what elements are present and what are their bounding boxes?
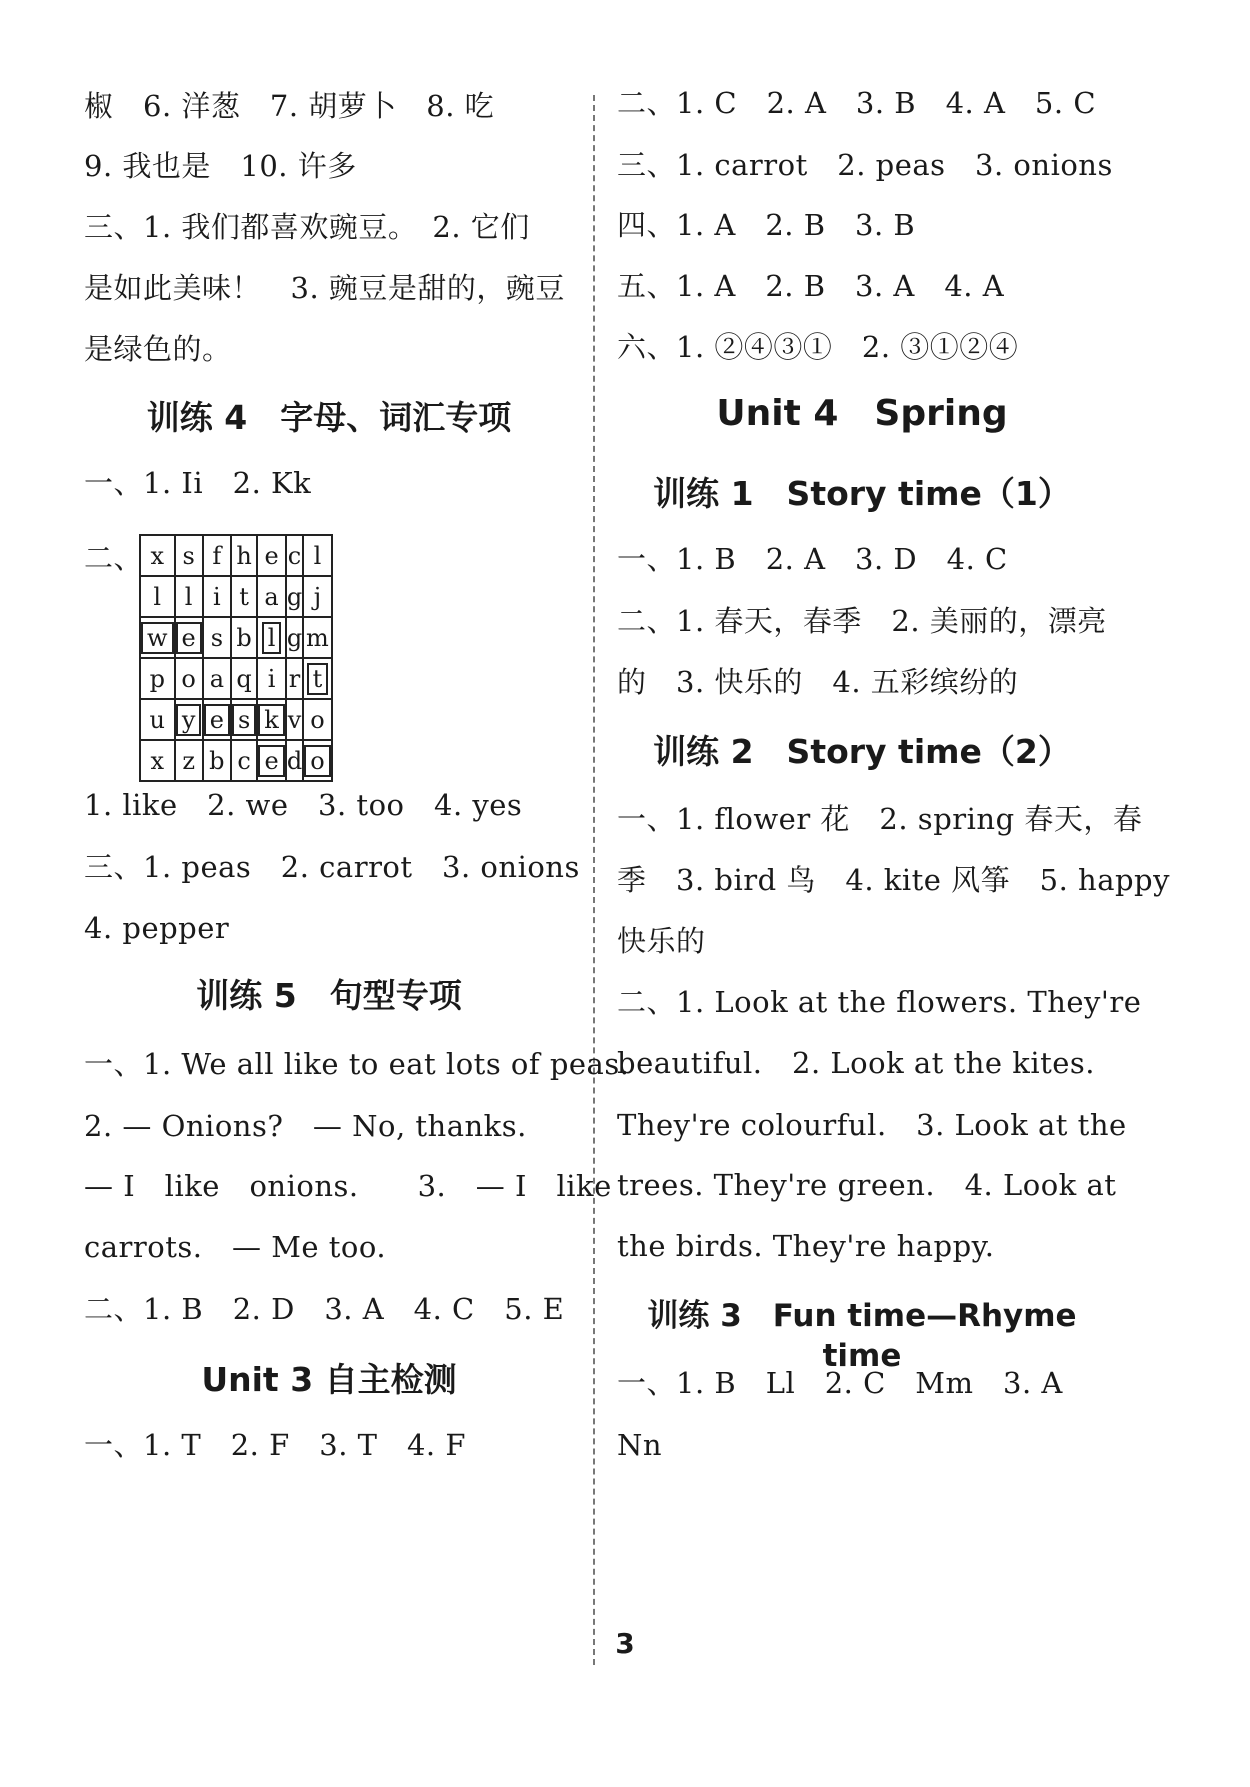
answer-line: 五、1. A 2. B 3. A 4. A [617,269,1005,303]
grid-letter: l [153,582,162,611]
answer-line: beautiful. 2. Look at the kites. [617,1046,1096,1080]
grid-letter: p [149,664,165,693]
grid-letter: o [304,745,330,777]
grid-cell [140,658,175,699]
answer-line: 9. 我也是 10. 许多 [84,149,357,183]
section-heading: 训练 2 Story time（2） [653,732,1071,771]
grid-cell [231,658,257,699]
grid-cell [257,699,286,740]
section-heading: 训练 5 句型专项 [196,976,462,1015]
grid-cell [203,699,231,740]
grid-cell [286,699,303,740]
answer-line: Nn [617,1428,663,1462]
grid-cell [303,576,331,617]
grid-letter: a [209,664,224,693]
grid-cell [175,658,203,699]
grid-letter: l [184,582,193,611]
grid-cell [303,658,331,699]
grid-cell [140,699,175,740]
grid-letter: x [150,746,165,775]
grid-letter: i [267,664,276,693]
grid-letter: q [236,664,252,693]
section-heading: 训练 1 Story time（1） [653,474,1071,513]
grid-cell [257,740,286,781]
answer-line: 四、1. A 2. B 3. B [617,208,916,242]
answer-line: 三、1. 我们都喜欢豌豆。 2. 它们 [84,210,530,244]
grid-cell [140,535,175,576]
grid-cell [286,617,303,658]
answer-line: 季 3. bird 鸟 4. kite 风筝 5. happy [617,863,1171,897]
grid-letter: h [236,541,252,570]
grid-letter: e [176,622,202,654]
grid-cell [203,617,231,658]
grid-cell [175,576,203,617]
grid-row [140,617,332,658]
grid-letter: j [313,582,322,611]
grid-cell [231,617,257,658]
grid-cell [286,576,303,617]
answer-line: 1. like 2. we 3. too 4. yes [84,788,523,822]
grid-row [140,576,332,617]
unit-heading: Unit 4 Spring [716,393,1008,434]
answer-line: trees. They're green. 4. Look at [617,1168,1117,1202]
grid-letter: b [209,746,225,775]
grid-cell [286,658,303,699]
grid-letter: o [310,705,325,734]
grid-letter: v [287,705,302,734]
grid-cell [203,740,231,781]
answer-line: 一、1. B Ll 2. C Mm 3. A [617,1366,1063,1400]
grid-cell [257,658,286,699]
grid-cell [286,535,303,576]
grid-letter: g [286,623,303,652]
grid-letter: k [258,704,285,736]
column-divider [593,95,595,1665]
answer-line: 一、1. B 2. A 3. D 4. C [617,542,1008,576]
answer-line: — I like onions. 3. — I like [84,1169,612,1203]
answer-line: 的 3. 快乐的 4. 五彩缤纷的 [617,665,1019,699]
grid-cell [303,699,331,740]
answer-line: 是如此美味！ 3. 豌豆是甜的，豌豆 [84,271,565,305]
grid-letter: s [210,623,224,652]
grid-cell [140,617,175,658]
answer-line: 一、1. We all like to eat lots of peas. [84,1047,630,1081]
grid-letter: w [141,622,174,654]
grid-letter: s [232,704,256,736]
grid-row [140,535,332,576]
grid-cell [257,535,286,576]
answer-line: They're colourful. 3. Look at the [617,1108,1127,1142]
grid-letter: d [286,746,303,775]
grid-cell [231,535,257,576]
grid-letter: f [212,541,222,570]
grid-cell [140,740,175,781]
grid-letter: e [258,745,284,777]
grid-cell [303,740,331,781]
answer-line: 二、1. C 2. A 3. B 4. A 5. C [617,86,1097,120]
grid-letter: e [204,704,230,736]
grid-label: 二、 [84,541,144,575]
section-heading: 训练 3 Fun time—Rhyme time [647,1298,1077,1374]
answer-line: 二、1. 春天，春季 2. 美丽的，漂亮 [617,604,1107,638]
grid-letter: y [176,704,202,736]
grid-cell [303,617,331,658]
grid-letter: t [239,582,249,611]
grid-cell [175,740,203,781]
grid-letter: l [313,541,322,570]
grid-cell [140,576,175,617]
grid-letter: m [306,623,329,652]
grid-cell [257,617,286,658]
answer-line: 快乐的 [617,924,706,958]
answer-line: 2. — Onions? — No, thanks. [84,1109,527,1143]
answer-line: 三、1. peas 2. carrot 3. onions [84,850,580,884]
grid-cell [303,535,331,576]
grid-letter: b [236,623,252,652]
grid-cell [203,576,231,617]
grid-row [140,740,332,781]
grid-letter: l [262,622,282,654]
grid-letter: z [182,746,195,775]
answer-line: 椒 6. 洋葱 7. 胡萝卜 8. 吃 [84,89,495,123]
answer-line: 三、1. carrot 2. peas 3. onions [617,148,1113,182]
grid-row [140,699,332,740]
word-search-grid [139,534,333,782]
grid-letter: o [181,664,196,693]
grid-letter: x [150,541,165,570]
grid-cell [203,658,231,699]
answer-line: 是绿色的。 [84,332,232,366]
grid-cell [175,699,203,740]
answer-line: 二、1. Look at the flowers. They're [617,985,1142,1019]
grid-cell [231,740,257,781]
grid-row [140,658,332,699]
grid-cell [175,535,203,576]
page-number: 3 [615,1627,635,1660]
answer-line: 4. pepper [84,911,230,945]
grid-cell [203,535,231,576]
grid-letter: i [213,582,221,611]
grid-letter: c [287,541,302,570]
grid-cell [286,740,303,781]
grid-letter: u [149,705,165,734]
grid-cell [175,617,203,658]
grid-letter: e [264,541,279,570]
answer-line: 一、1. Ii 2. Kk [84,466,312,500]
answer-line: 二、1. B 2. D 3. A 4. C 5. E [84,1292,565,1326]
grid-letter: s [182,541,195,570]
grid-cell [257,576,286,617]
grid-letter: t [307,663,329,695]
section-heading: Unit 3 自主检测 [201,1360,457,1399]
answer-line: 一、1. flower 花 2. spring 春天，春 [617,802,1143,836]
grid-letter: c [237,746,251,775]
section-heading: 训练 4 字母、词汇专项 [146,398,512,437]
grid-letter: r [288,664,301,693]
grid-letter: g [286,582,303,611]
answer-line: 六、1. ②④③① 2. ③①②④ [617,330,1019,364]
answer-line: 一、1. T 2. F 3. T 4. F [84,1428,466,1462]
answer-line: the birds. They're happy. [617,1229,995,1263]
answer-line: carrots. — Me too. [84,1230,387,1264]
grid-letter: a [264,582,279,611]
grid-cell [231,699,257,740]
grid-cell [231,576,257,617]
